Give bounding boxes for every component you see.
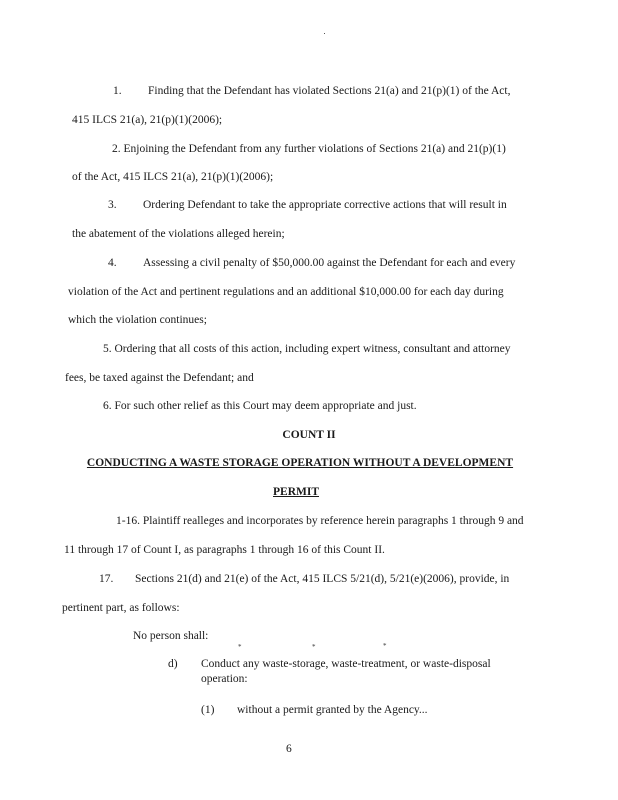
item-3-number: 3. (108, 199, 117, 211)
quote-intro: No person shall: (133, 630, 209, 642)
item-1-line-1: Finding that the Defendant has violated Sections 21(a) and 21(p)(1) of the Act, (148, 85, 511, 97)
item-4-line-1: Assessing a civil penalty of $50,000.00 against the Defendant for each and every (143, 257, 516, 269)
item-3-line-1: Ordering Defendant to take the appropriate corrective actions that will result in (143, 199, 507, 211)
count-title-line-2: PERMIT (273, 486, 319, 498)
item-1-line-2: 415 ILCS 21(a), 21(p)(1)(2006); (72, 114, 223, 126)
item-4-number: 4. (108, 257, 117, 269)
quote-d-line-1: Conduct any waste-storage, waste-treatment, or waste-disposal (201, 658, 491, 670)
item-4-line-2: violation of the Act and pertinent regulations and an additional $10,000.00 for each day during (68, 286, 504, 298)
item-2-line-2: of the Act, 415 ILCS 21(a), 21(p)(1)(2006); (72, 171, 274, 183)
item-5-line-1: 5. Ordering that all costs of this action, including expert witness, consultant and attorney (103, 343, 511, 355)
scan-speck (324, 33, 325, 34)
item-6-line-1: 6. For such other relief as this Court may deem appropriate and just. (103, 400, 417, 412)
item-1-number: 1. (113, 85, 122, 97)
paragraph-17-line-1: Sections 21(d) and 21(e) of the Act, 415 ILCS 5/21(d), 5/21(e)(2006), provide, in (135, 573, 510, 585)
ellipsis-star-2: * (312, 643, 316, 651)
quote-d-line-2: operation: (201, 673, 248, 685)
paragraph-1-16-line-2: 11 through 17 of Count I, as paragraphs 1 through 16 of this Count II. (64, 544, 385, 556)
page-number: 6 (286, 743, 292, 755)
item-4-line-3: which the violation continues; (68, 314, 207, 326)
quote-d1-text: without a permit granted by the Agency... (237, 704, 428, 716)
item-5-line-2: fees, be taxed against the Defendant; and (65, 372, 254, 384)
count-title-line-1: CONDUCTING A WASTE STORAGE OPERATION WITHOUT A DEVELOPMENT (86, 457, 514, 469)
paragraph-17-number: 17. (99, 573, 114, 585)
ellipsis-star-3: * (383, 642, 387, 650)
paragraph-1-16-line-1: 1-16. Plaintiff realleges and incorporates by reference herein paragraphs 1 through 9 and (116, 515, 524, 527)
quote-d-label: d) (168, 658, 178, 670)
quote-d1-label: (1) (201, 704, 215, 716)
ellipsis-star-1: * (238, 643, 242, 651)
item-3-line-2: the abatement of the violations alleged herein; (72, 228, 285, 240)
paragraph-17-line-2: pertinent part, as follows: (62, 602, 180, 614)
item-2-line-1: 2. Enjoining the Defendant from any further violations of Sections 21(a) and 21(p)(1) (112, 143, 506, 155)
count-heading: COUNT II (282, 429, 336, 441)
